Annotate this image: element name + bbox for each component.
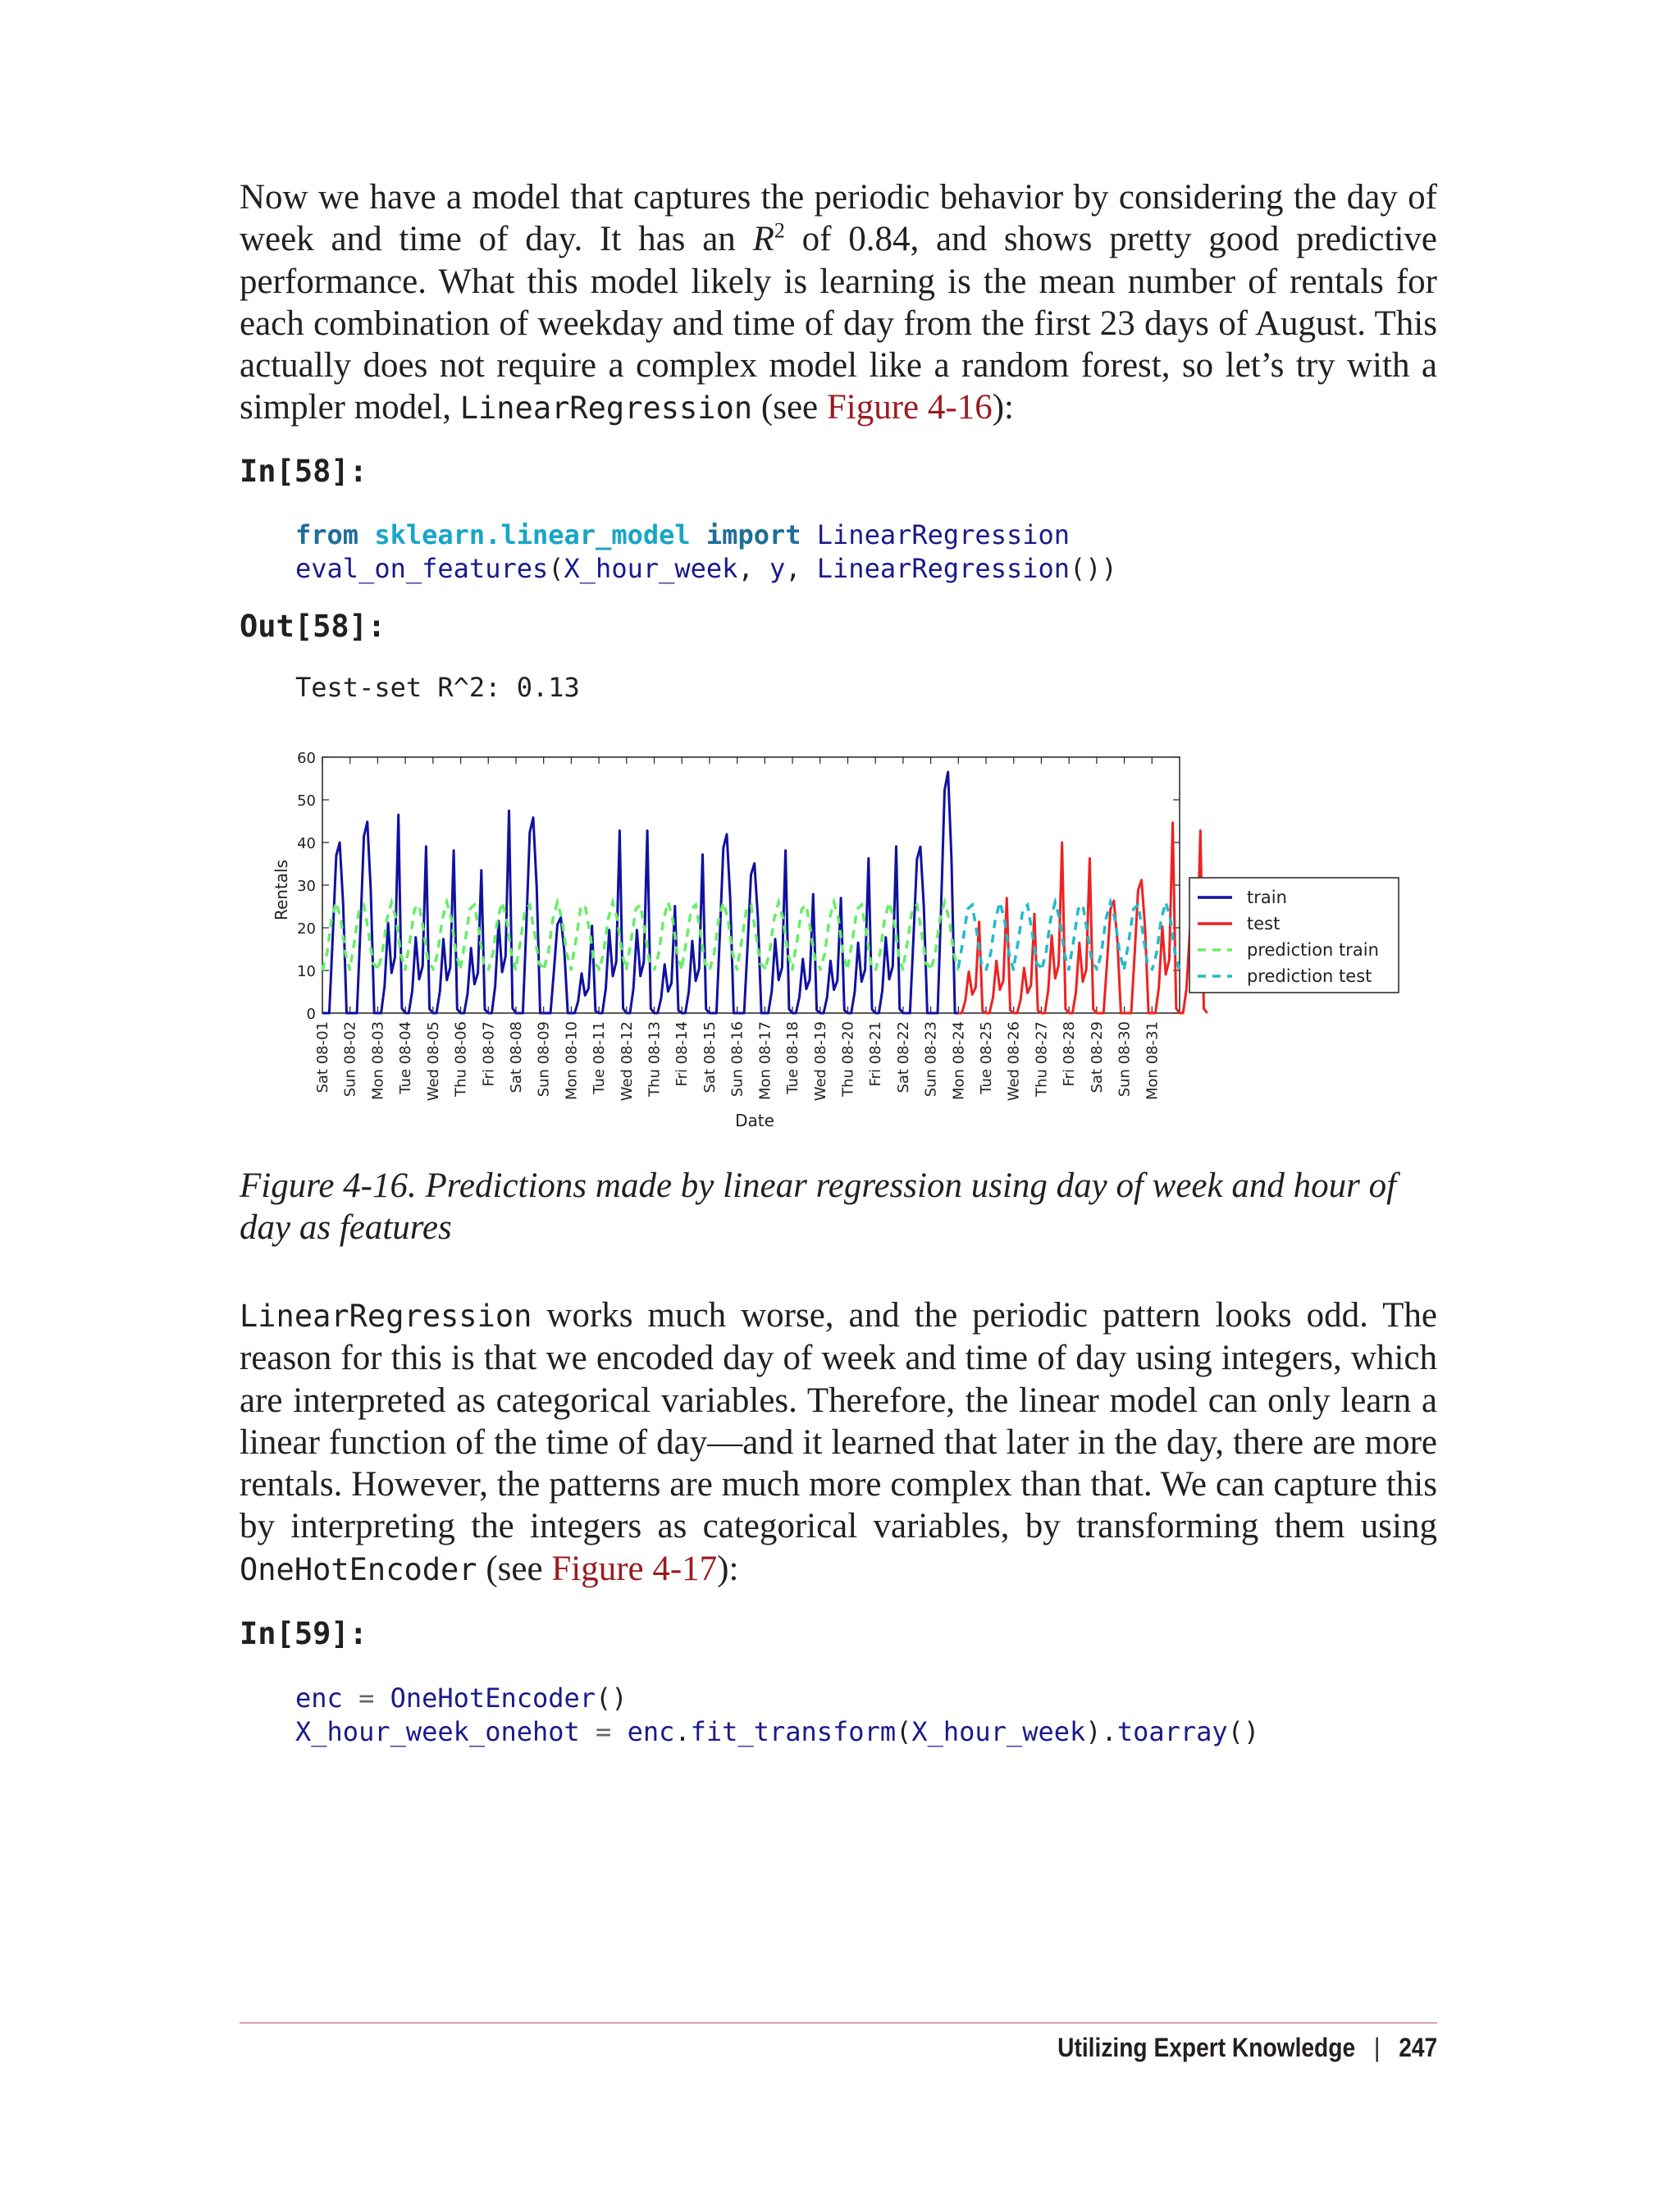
legend-label: test <box>1247 914 1281 934</box>
x-tick-label: Tue 08-18 <box>784 1021 802 1094</box>
y-tick-label: 10 <box>297 963 316 980</box>
y-tick-label: 60 <box>297 750 316 767</box>
x-tick-label: Thu 08-13 <box>646 1021 664 1097</box>
x-tick-label: Fri 08-21 <box>867 1021 885 1087</box>
x-tick-label: Wed 08-26 <box>1005 1021 1023 1102</box>
x-tick-label: Mon 08-10 <box>563 1021 581 1100</box>
figure-caption: Figure 4-16. Predictions made by linear regression using day of week and hour of day as features <box>240 1166 1397 1247</box>
x-tick-label: Wed 08-19 <box>811 1021 829 1102</box>
x-tick-label: Tue 08-25 <box>978 1021 996 1094</box>
x-tick-label: Sun 08-02 <box>341 1021 359 1098</box>
y-tick-label: 40 <box>297 835 316 852</box>
footer-separator: | <box>1373 2033 1381 2062</box>
inline-code: OneHotEncoder <box>240 1551 477 1587</box>
x-tick-label: Tue 08-11 <box>591 1021 609 1094</box>
y-tick-label: 50 <box>297 792 316 810</box>
x-tick-label: Sat 08-08 <box>507 1021 525 1093</box>
code-block-59: enc = OneHotEncoder() X_hour_week_onehot = enc.fit_transform(X_hour_week).toarray() <box>295 1682 1260 1747</box>
legend-label: train <box>1247 888 1287 907</box>
legend-label: prediction train <box>1247 940 1379 960</box>
figure-link[interactable]: Figure 4-17 <box>551 1549 718 1588</box>
y-tick-label: 20 <box>297 920 316 938</box>
footer-rule <box>240 2022 1437 2024</box>
x-tick-label: Fri 08-28 <box>1061 1021 1079 1087</box>
x-tick-label: Tue 08-04 <box>397 1021 415 1094</box>
x-tick-label: Sun 08-30 <box>1116 1021 1134 1098</box>
paragraph-explanation: LinearRegression works much worse, and the periodic pattern looks odd. The reason for this is that we encoded day of week and time of day using integers, which are interpreted as categorical variables. Therefore, the linear model can only learn a linear function of the time of day—and it learned that later in the day, there are more rentals. However, the patterns are much more complex than that. We can capture this by interpreting the integers as categorical variables, by transforming them using OneHotEncoder (see Figure 4-17): <box>240 1296 1437 1588</box>
x-tick-label: Sat 08-15 <box>701 1021 719 1093</box>
x-axis-label: Date <box>735 1111 774 1130</box>
page-footer <box>1057 2033 1437 2063</box>
x-tick-label: Mon 08-24 <box>950 1021 968 1100</box>
code-block-58: from sklearn.linear_model import LinearRegression eval_on_features(X_hour_week, y, LinearRegression()) <box>295 519 1117 584</box>
x-tick-label: Wed 08-05 <box>424 1021 442 1102</box>
y-axis-label: Rentals <box>272 859 291 921</box>
x-tick-label: Wed 08-12 <box>618 1021 636 1102</box>
x-tick-label: Sat 08-29 <box>1088 1021 1106 1093</box>
x-tick-label: Sun 08-23 <box>922 1021 940 1098</box>
x-tick-label: Sun 08-09 <box>535 1021 553 1098</box>
input-prompt-59: In[59]: <box>240 1616 368 1651</box>
figure-link[interactable]: Figure 4-16 <box>826 388 993 427</box>
r-squared-symbol: R <box>752 220 774 259</box>
x-tick-label: Sun 08-16 <box>728 1021 746 1098</box>
page-number: 247 <box>1399 2033 1437 2062</box>
y-tick-label: 0 <box>306 1006 316 1023</box>
inline-code: LinearRegression <box>240 1299 532 1334</box>
rentals-chart <box>262 734 1427 1148</box>
x-tick-label: Fri 08-14 <box>673 1021 692 1087</box>
x-tick-label: Mon 08-31 <box>1144 1021 1162 1100</box>
paragraph-intro: Now we have a model that captures the periodic behavior by considering the day of week and time of day. It has an $R^2$ of 0.84, and shows pretty good predictive performance. What this model likely is learning is the mean number of rentals for each combination of weekday and time of day from the first 23 days of August. This actually does not require a complex model like a random forest, so let’s try with a simpler model, LinearRegression (see Figure 4-16): <box>240 178 1437 427</box>
x-tick-label: Sat 08-01 <box>314 1021 331 1093</box>
x-tick-label: Thu 08-20 <box>839 1021 857 1097</box>
x-tick-label: Sat 08-22 <box>894 1021 912 1093</box>
output-prompt-58: Out[58]: <box>240 609 386 644</box>
x-tick-label: Thu 08-27 <box>1033 1021 1051 1097</box>
input-prompt-58: In[58]: <box>240 454 368 489</box>
inline-code: LinearRegression <box>459 390 753 427</box>
x-tick-label: Mon 08-17 <box>756 1021 774 1100</box>
output-text-58: Test-set R^2: 0.13 <box>295 672 580 703</box>
y-tick-label: 30 <box>297 878 316 895</box>
x-tick-label: Thu 08-06 <box>452 1021 470 1097</box>
footer-section-title: Utilizing Expert Knowledge <box>1057 2033 1355 2062</box>
x-tick-label: Mon 08-03 <box>369 1021 387 1100</box>
x-tick-label: Fri 08-07 <box>480 1021 498 1087</box>
legend-label: prediction test <box>1247 966 1372 986</box>
superscript: 2 <box>774 218 785 243</box>
